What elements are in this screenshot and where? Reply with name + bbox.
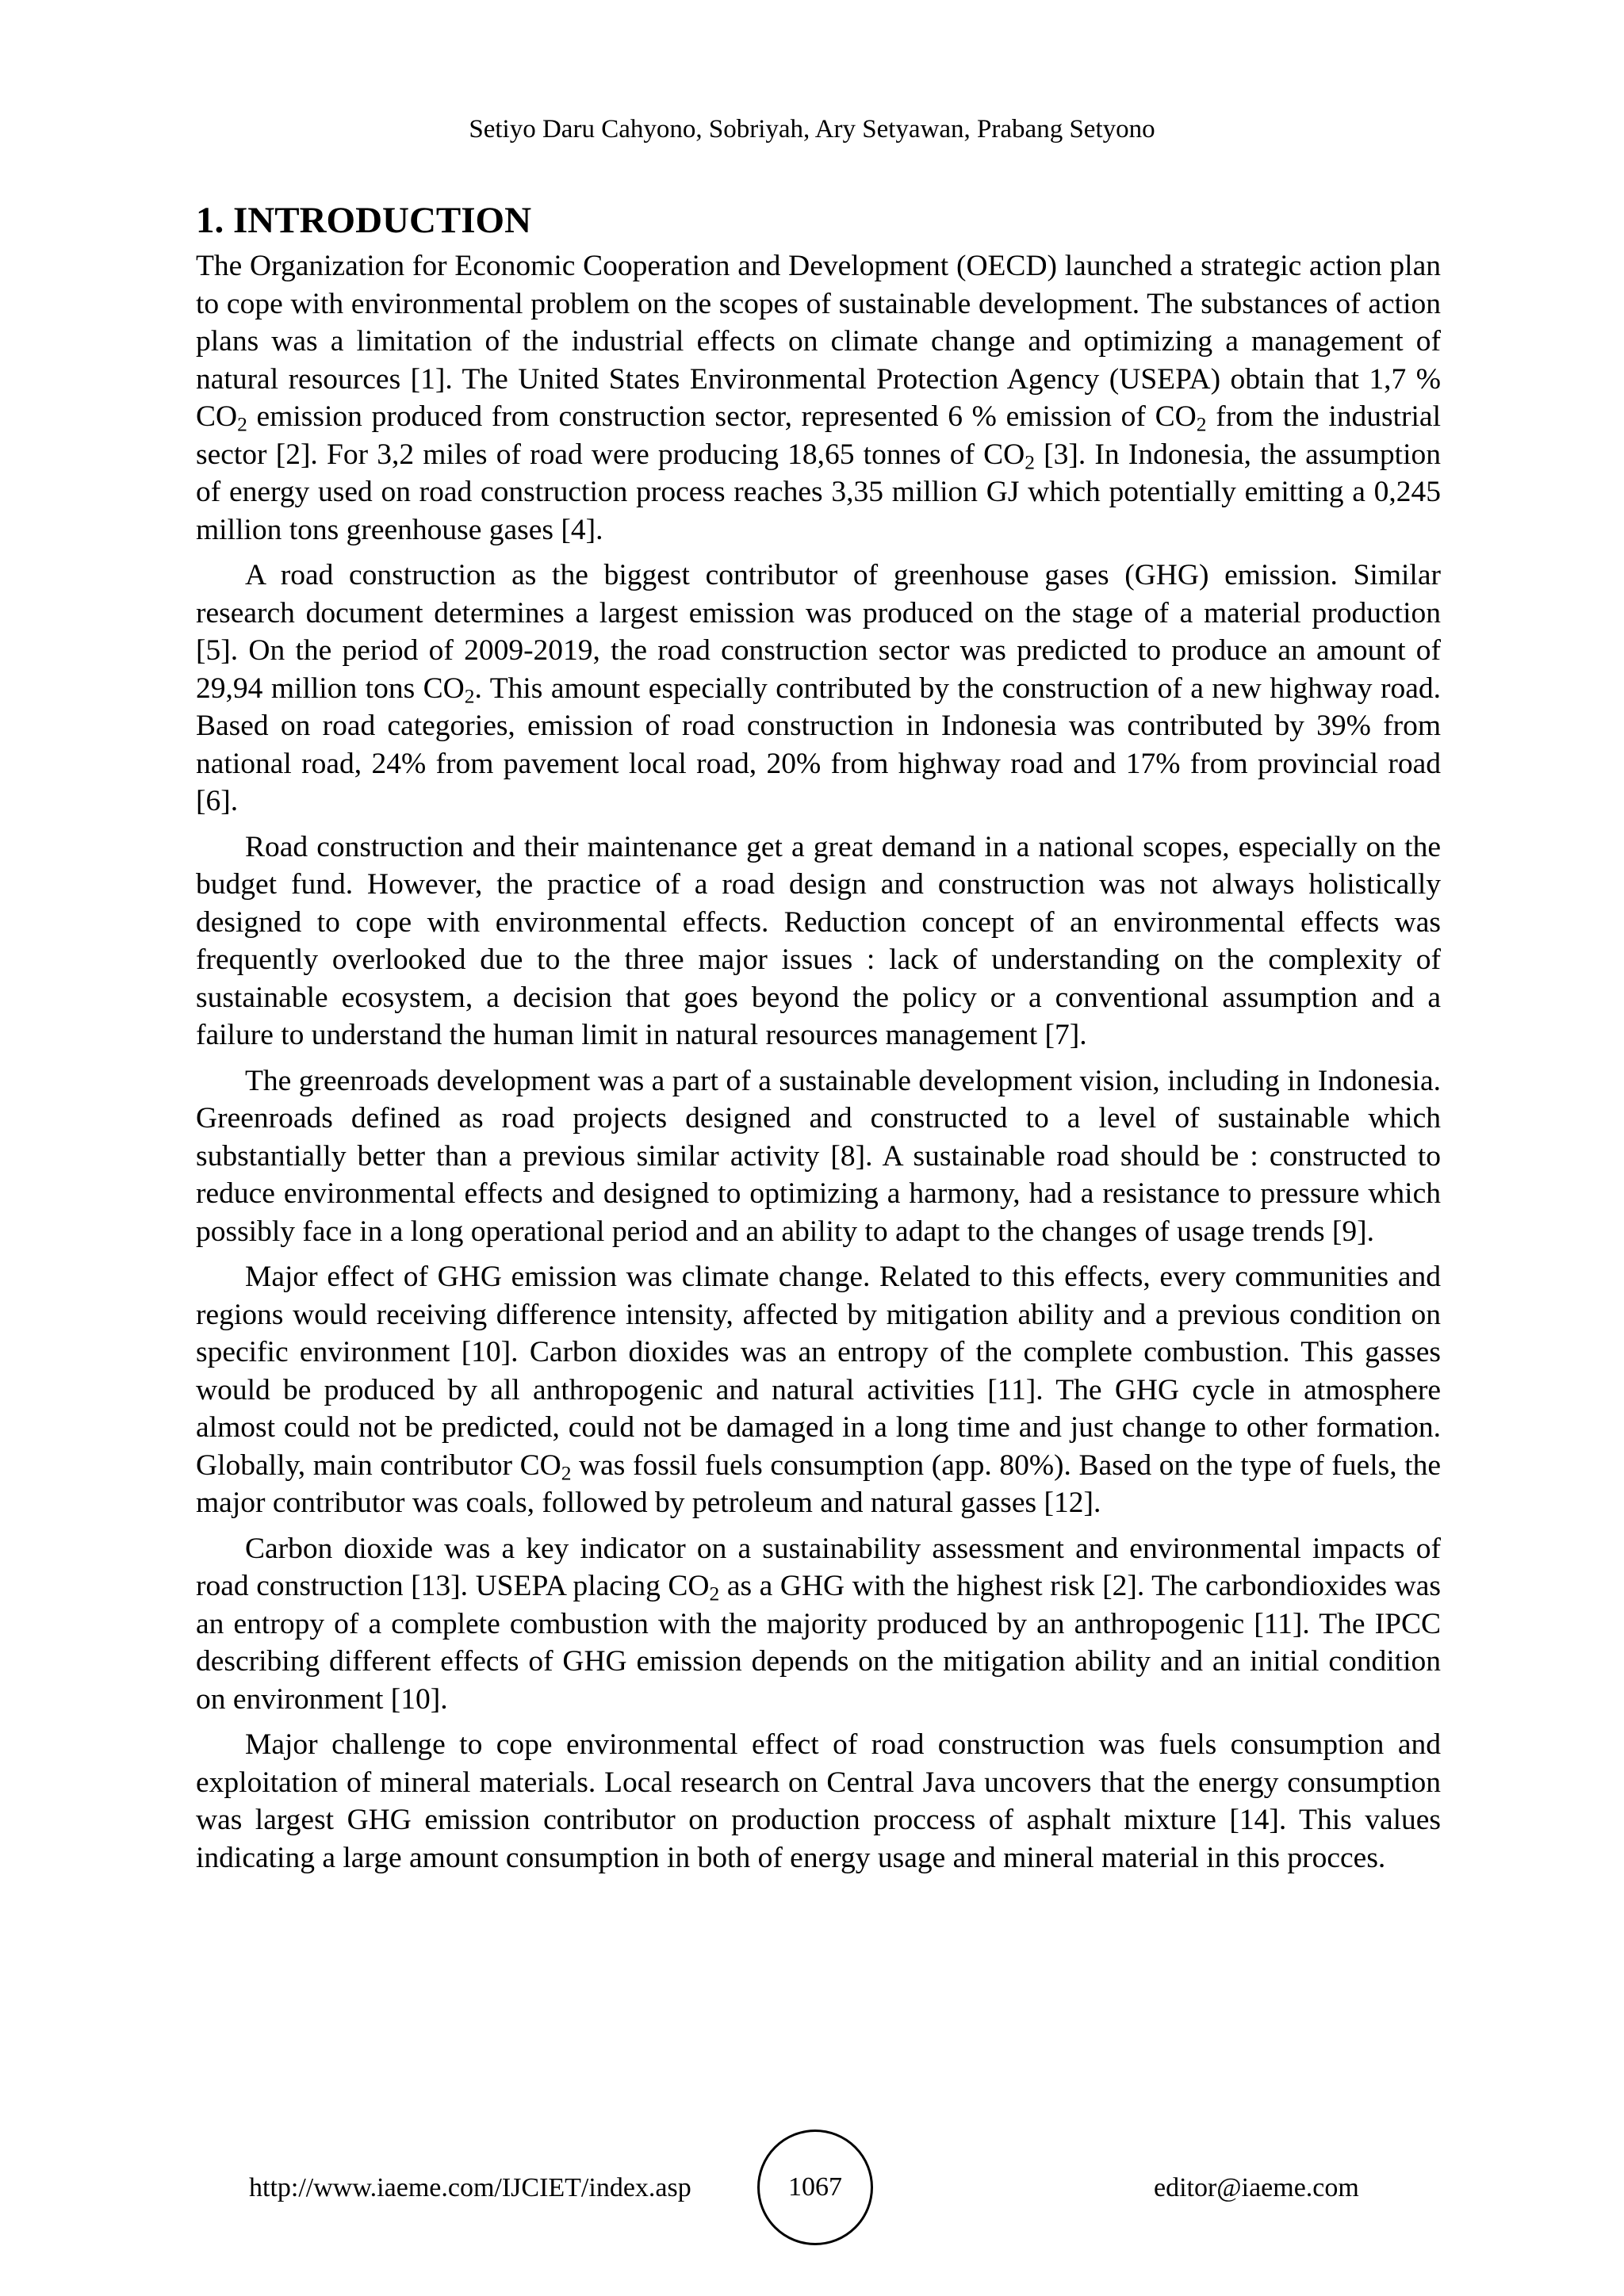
subscript: 2 [561,1460,572,1484]
paragraph-5 [196,1258,1441,1522]
article-body [196,198,1441,1885]
footer-email-link[interactable]: editor@iaeme.com [1154,2173,1359,2202]
subscript: 2 [709,1582,720,1605]
section-title: 1. INTRODUCTION [196,200,532,241]
subscript: 2 [1025,450,1035,473]
paragraph-1-text-c: from the industrial sector [2]. For 3,2 miles of road were producing 18,65 tonnes of CO [196,400,1441,471]
page-number [757,2130,873,2245]
paragraph-4: The greenroads development was a part of a sustainable development vision, including in Indonesia. Greenroads defined as road projects designed and constructed to a level of sustainable which substantially better than a previous similar activity [8]. A sustainable road should be : constructed to reduce environmental effects and designed to optimizing a harmony, had a resistance to pressure which possibly face in a long operational period and an ability to adapt to the changes of usage trends [9]. [196,1064,1441,1248]
page-number-text: 1067 [788,2172,842,2202]
paragraph-5-text-b: was fossil fuels consumption (app. 80%). Based on the type of fuels, the major contributor was coals, followed by petroleum and natural gasses [12]. [196,1448,1442,1519]
paragraph-6-text-a: Carbon dioxide was a key indicator on a sustainability assessment and environmental impacts of road construction [13]. USEPA placing CO [196,1532,1441,1602]
paragraph-2-text-b: . This amount especially contributed by the construction of a new highway road. Based on road categories, emission of road construction in Indonesia was contributed by 39% from national road, 24% from pavement local road, 20% from highway road and 17% from provincial road [6]. [196,672,1441,817]
paragraph-1-text-a: The Organization for Economic Cooperation and Development (OECD) launched a strategic action plan to cope with environmental problem on the scopes of sustainable development. The substances of action plans was a limitation of the industrial effects on climate change and optimizing a management of natural resources [1]. The United States Environmental Protection Agency (USEPA) obtain that 1,7 % CO [196,250,1441,433]
footer-url-link[interactable]: http://www.iaeme.com/IJCIET/index.asp [249,2173,691,2202]
paragraph-2 [196,557,1441,821]
paragraph-6-text-b: as a GHG with the highest risk [2]. The carbondioxides was an entropy of a complete combustion with the majority produced by an anthropogenic [11]. The IPCC describing different effects of GHG emission depends on the mitigation ability and an initial condition on environment [10]. [196,1570,1441,1716]
paragraph-1-text-b: emission produced from construction sector, represented 6 % emission of CO [247,400,1197,433]
paragraph-5-text-a: Major effect of GHG emission was climate change. Related to this effects, every communities and regions would receiving difference intensity, affected by mitigation ability and a previous condition on specific environment [10]. Carbon dioxides was an entropy of the complete combustion. This gasses would be produced by all anthropogenic and natural activities [11]. The GHG cycle in atmosphere almost could not be predicted, could not be damaged in a long time and just change to other formation. Globally, main contributor CO [196,1261,1441,1482]
paragraph-2-text-a: A road construction as the biggest contributor of greenhouse gases (GHG) emission. Similar research document determines a largest emission was produced on the stage of a material production [5]. On the period of 2009-2019, the road construction sector was predicted to produce an amount of 29,94 million tons CO [196,559,1441,705]
paragraph-6 [196,1530,1441,1719]
paragraph-1 [196,247,1441,549]
paragraph-3: Road construction and their maintenance get a great demand in a national scopes, especially on the budget fund. However, the practice of a road design and construction was not always holistically designed to cope with environmental effects. Reduction concept of an environmental effects was frequently overlooked due to the three major issues : lack of understanding on the complexity of sustainable ecosystem, a decision that goes beyond the policy or a conventional assumption and a failure to understand the human limit in natural resources management [7]. [196,830,1441,1051]
subscript: 2 [237,412,247,436]
paragraph-7: Major challenge to cope environmental effect of road construction was fuels consumption and exploitation of mineral materials. Local research on Central Java uncovers that the energy consumption was largest GHG emission contributor on production proccess of asphalt mixture [14]. This values indicating a large amount consumption in both of energy usage and mineral material in this procces. [196,1728,1441,1874]
subscript: 2 [1196,412,1207,436]
subscript: 2 [464,683,475,707]
paragraph-1-text-d: [3]. In Indonesia, the assumption of energy used on road construction process reaches 3,35 million GJ which potentially emitting a 0,245 million tons greenhouse gases [4]. [196,438,1441,546]
running-head-authors: Setiyo Daru Cahyono, Sobriyah, Ary Setyawan, Prabang Setyono [469,115,1155,144]
